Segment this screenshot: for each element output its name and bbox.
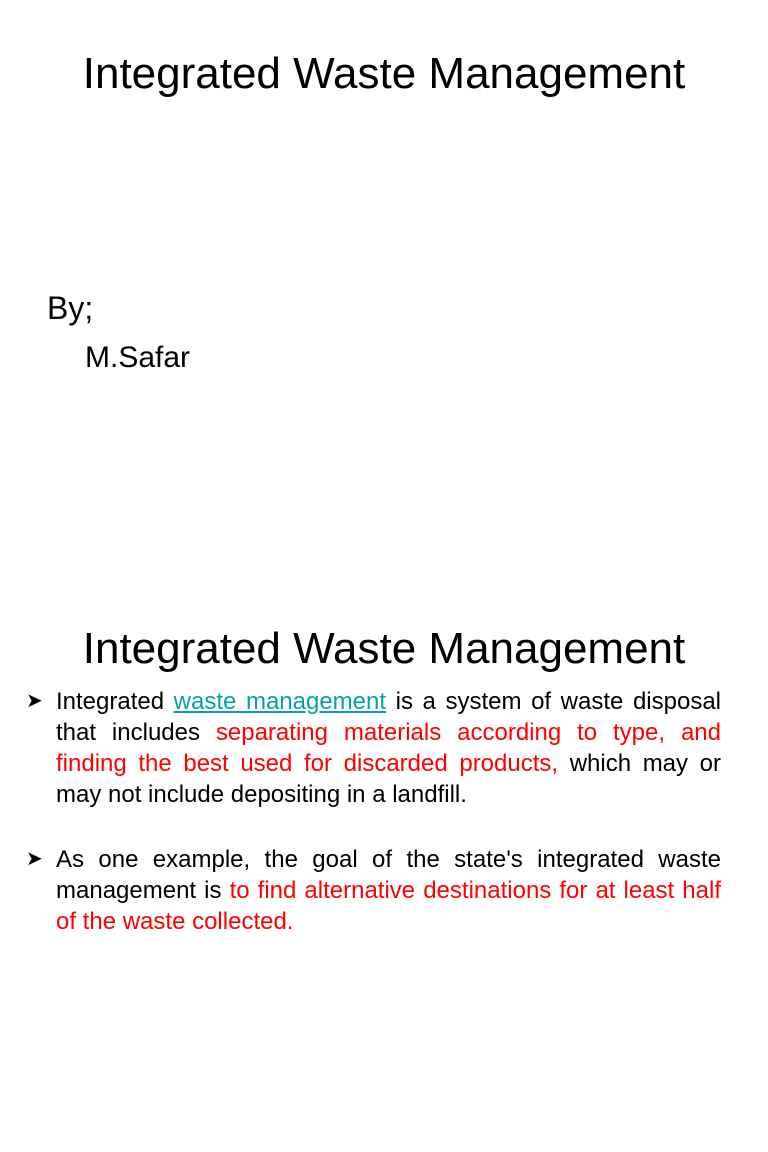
bullet-item <box>26 844 721 937</box>
bullet-item <box>26 686 722 810</box>
by-label: By; <box>47 290 94 326</box>
bullet-text: which may or may not include depositing in a landfill. <box>56 750 722 808</box>
arrow-bullet-icon: ➤ <box>26 848 43 870</box>
waste-management-link[interactable]: waste management <box>173 688 387 715</box>
bullet-text: is a system of waste disposal that includes <box>56 688 722 746</box>
arrow-bullet-icon: ➤ <box>26 690 43 712</box>
author-name: M.Safar <box>85 341 191 374</box>
slide-title: Integrated Waste Management <box>82 49 686 98</box>
bullet-text: As one example, the goal of the state's integrated waste management is <box>56 846 721 904</box>
bullet-text: Integrated <box>56 688 174 715</box>
highlighted-text: separating materials according to type, and finding the best used for discarded products, <box>56 719 721 777</box>
content-slide <box>0 576 768 1152</box>
slide-title: Integrated Waste Management <box>82 624 686 673</box>
bullet-list <box>26 686 722 937</box>
highlighted-text: to find alternative destinations for at least half of the waste collected. <box>56 877 721 935</box>
